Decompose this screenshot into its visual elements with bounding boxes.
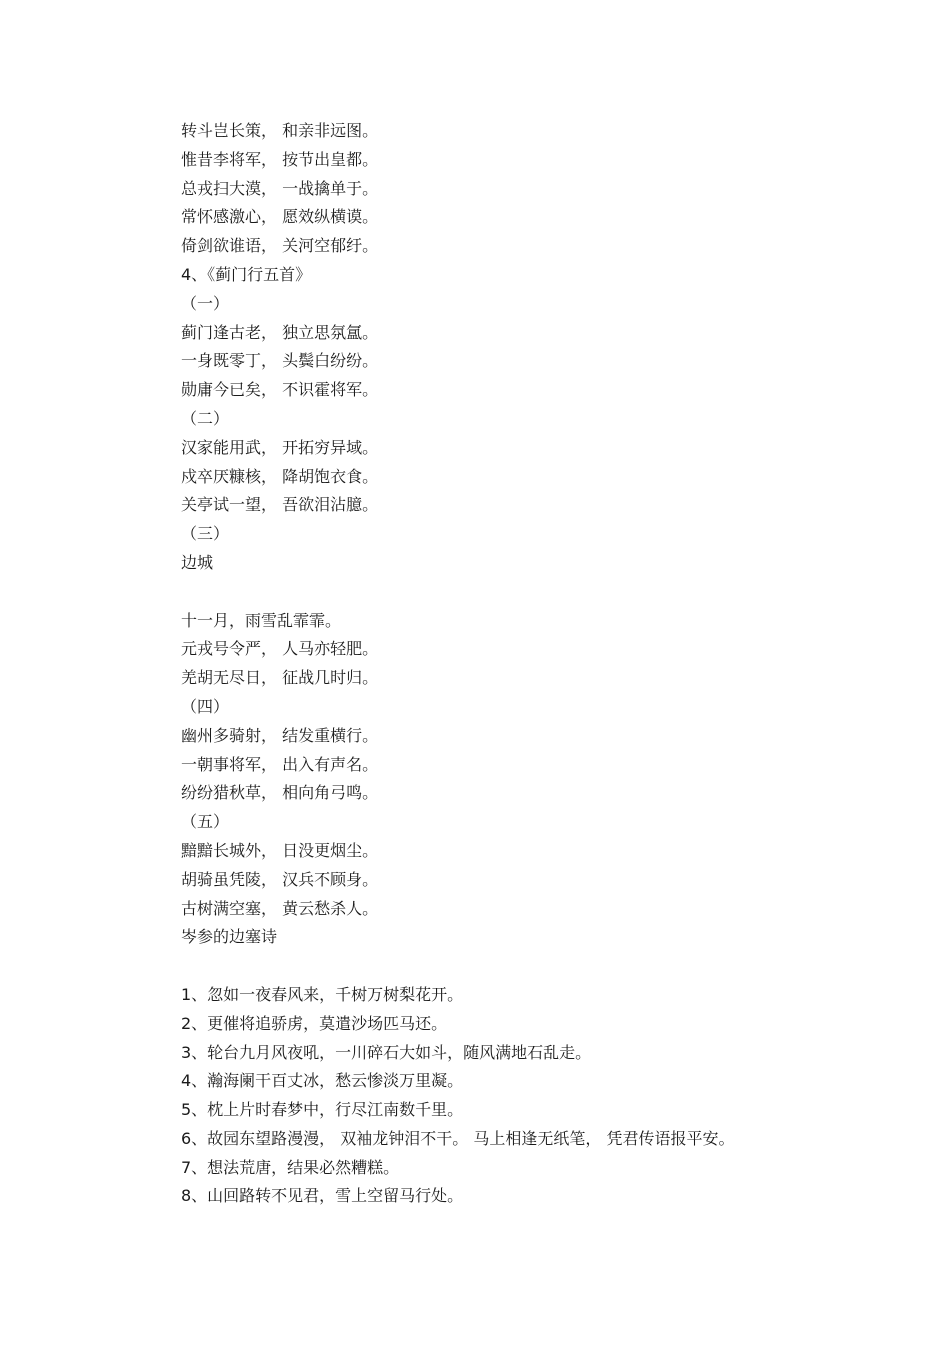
text-line: 古树满空塞， 黄云愁杀人。 <box>181 898 379 918</box>
text-line: 一身既零丁， 头鬓白纷纷。 <box>181 351 379 371</box>
text-line: 岑参的边塞诗 <box>181 927 278 947</box>
text-line: （四） <box>181 696 230 716</box>
text-line: 1、忽如一夜春风来，千树万树梨花开。 <box>181 984 464 1004</box>
text-line: 4、《蓟门行五首》 <box>181 264 312 284</box>
document-body <box>181 117 921 1211</box>
text-line: 常怀感激心， 愿效纵横谟。 <box>181 207 379 227</box>
text-line: 8、山回路转不见君，雪上空留马行处。 <box>181 1186 464 1206</box>
text-line: 幽州多骑射， 结发重横行。 <box>181 725 379 745</box>
text-line: 十一月，雨雪乱霏霏。 <box>181 610 342 630</box>
blank-line <box>181 952 921 981</box>
text-line: 4、瀚海阑干百丈冰，愁云惨淡万里凝。 <box>181 1071 464 1091</box>
text-line: 总戎扫大漠， 一战擒单于。 <box>181 178 379 198</box>
text-line: 6、故园东望路漫漫， 双袖龙钟泪不干。 马上相逢无纸笔， 凭君传语报平安。 <box>181 1128 735 1148</box>
text-line: 倚剑欲谁语， 关河空郁纡。 <box>181 236 379 256</box>
text-line: 7、想法荒唐，结果必然糟糕。 <box>181 1157 400 1177</box>
text-line: 3、轮台九月风夜吼，一川碎石大如斗，随风满地石乱走。 <box>181 1042 592 1062</box>
text-line: 5、枕上片时春梦中，行尽江南数千里。 <box>181 1100 464 1120</box>
text-line: 戍卒厌糠核， 降胡饱衣食。 <box>181 466 379 486</box>
text-line: 元戎号令严， 人马亦轻肥。 <box>181 639 379 659</box>
text-line: 羌胡无尽日， 征战几时归。 <box>181 668 379 688</box>
text-line: 转斗岂长策， 和亲非远图。 <box>181 121 379 140</box>
text-line: 边城 <box>181 552 214 572</box>
text-line: 黯黯长城外， 日没更烟尘。 <box>181 840 379 860</box>
text-line: 胡骑虽凭陵， 汉兵不顾身。 <box>181 869 379 889</box>
text-line: （三） <box>181 524 230 544</box>
text-line: 一朝事将军， 出入有声名。 <box>181 754 379 774</box>
text-line: 2、更催将追骄虏，莫遣沙场匹马还。 <box>181 1013 448 1033</box>
text-line: 蓟门逢古老， 独立思氛氲。 <box>181 322 379 342</box>
text-line: （二） <box>181 408 230 428</box>
text-line: （一） <box>181 293 230 313</box>
text-line: 惟昔李将军， 按节出皇都。 <box>181 149 379 169</box>
text-line: 汉家能用武， 开拓穷异域。 <box>181 437 379 457</box>
blank-line <box>181 578 921 607</box>
text-line: 纷纷猎秋草， 相向角弓鸣。 <box>181 783 379 803</box>
text-line: （五） <box>181 812 230 832</box>
text-line: 关亭试一望， 吾欲泪沾臆。 <box>181 495 379 515</box>
text-line: 勋庸今已矣， 不识霍将军。 <box>181 380 379 400</box>
